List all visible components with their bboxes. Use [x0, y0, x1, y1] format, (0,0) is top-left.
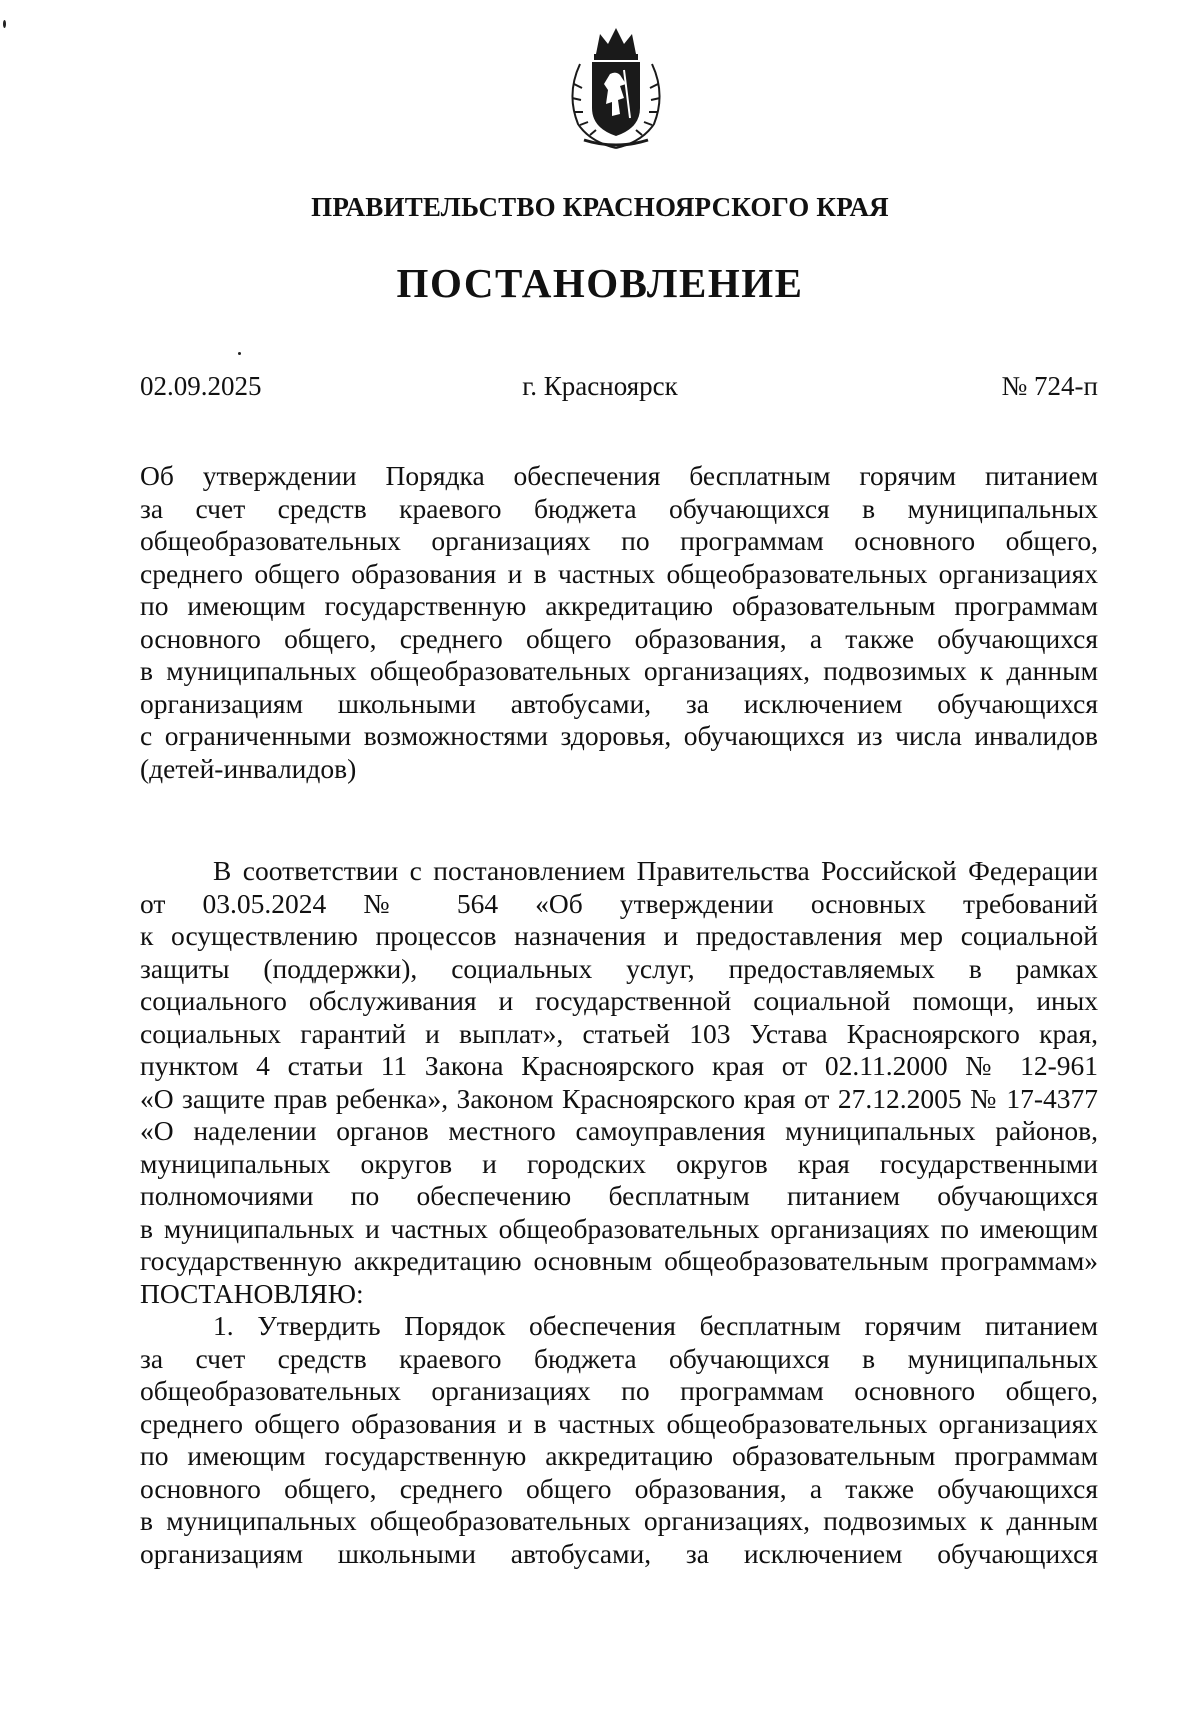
subject-line: общеобразовательных организациях по программам основного общего, — [140, 525, 1098, 556]
body-line: от 03.05.2024 № 564 «Об утверждении основных требований — [140, 887, 1098, 919]
body-line: «О защите прав ребенка», Законом Красноярского края от 27.12.2005 № 17-4377 — [140, 1082, 1098, 1114]
scan-speck — [238, 352, 241, 355]
body-line: организациям школьными автобусами, за исключением обучающихся — [140, 1537, 1098, 1569]
subject-line: основного общего, среднего общего образования, а также обучающихся — [140, 622, 1098, 654]
scan-speck — [3, 20, 6, 28]
body-line: в муниципальных общеобразовательных организациях, подвозимых к данным — [140, 1505, 1098, 1536]
document-subject — [140, 460, 1098, 785]
subject-line: по имеющим государственную аккредитацию образовательным программам — [140, 590, 1098, 621]
body-line: основного общего, среднего общего образования, а также обучающихся — [140, 1472, 1098, 1504]
subject-line: в муниципальных общеобразовательных организациях, подвозимых к данным — [140, 655, 1098, 686]
body-line: государственную аккредитацию основным общеобразовательным программам» — [140, 1245, 1098, 1276]
subject-line: организациям школьными автобусами, за исключением обучающихся — [140, 687, 1098, 719]
subject-line: среднего общего образования и в частных общеобразовательных организациях — [140, 557, 1098, 589]
subject-line: (детей-инвалидов) — [140, 752, 357, 784]
document-number: № 724-п — [1001, 371, 1098, 401]
subject-line: Об утверждении Порядка обеспечения бесплатным горячим питанием — [140, 460, 1098, 491]
document-body — [140, 855, 1098, 1570]
body-line: социального обслуживания и государственной социальной помощи, иных — [140, 985, 1098, 1016]
document-date: 02.09.2025 — [140, 371, 262, 401]
subject-line: с ограниченными возможностями здоровья, обучающихся из числа инвалидов — [140, 720, 1098, 751]
decree-word: ПОСТАНОВЛЯЮ: — [140, 1277, 364, 1309]
body-line: полномочиями по обеспечению бесплатным питанием обучающихся — [140, 1180, 1098, 1211]
body-line: муниципальных округов и городских округов края государственными — [140, 1147, 1098, 1179]
document-type-title: ПОСТАНОВЛЕНИЕ — [396, 260, 804, 306]
subject-line: за счет средств краевого бюджета обучающихся в муниципальных — [140, 492, 1098, 524]
body-line: в муниципальных и частных общеобразовательных организациях по имеющим — [140, 1212, 1098, 1244]
organization-title: ПРАВИТЕЛЬСТВО КРАСНОЯРСКОГО КРАЯ — [311, 192, 889, 222]
body-line: В соответствии с постановлением Правительства Российской Федерации — [213, 855, 1098, 886]
body-line: 1. Утвердить Порядок обеспечения бесплатным горячим питанием — [213, 1310, 1098, 1341]
body-line: за счет средств краевого бюджета обучающихся в муниципальных — [140, 1342, 1098, 1374]
body-line: к осуществлению процессов назначения и предоставления мер социальной — [140, 920, 1098, 951]
body-line: «О наделении органов местного самоуправления муниципальных районов, — [140, 1115, 1098, 1146]
body-line: общеобразовательных организациях по программам основного общего, — [140, 1375, 1098, 1406]
document-city: г. Красноярск — [522, 371, 678, 401]
body-line: защиты (поддержки), социальных услуг, предоставляемых в рамках — [140, 952, 1098, 984]
body-line: пунктом 4 статьи 11 Закона Красноярского края от 02.11.2000 № 12-961 — [140, 1050, 1098, 1081]
coat-of-arms-icon — [560, 24, 672, 152]
body-line: социальных гарантий и выплат», статьей 103 Устава Красноярского края, — [140, 1017, 1098, 1049]
body-line: среднего общего образования и в частных общеобразовательных организациях — [140, 1407, 1098, 1439]
body-line: по имеющим государственную аккредитацию образовательным программам — [140, 1440, 1098, 1471]
